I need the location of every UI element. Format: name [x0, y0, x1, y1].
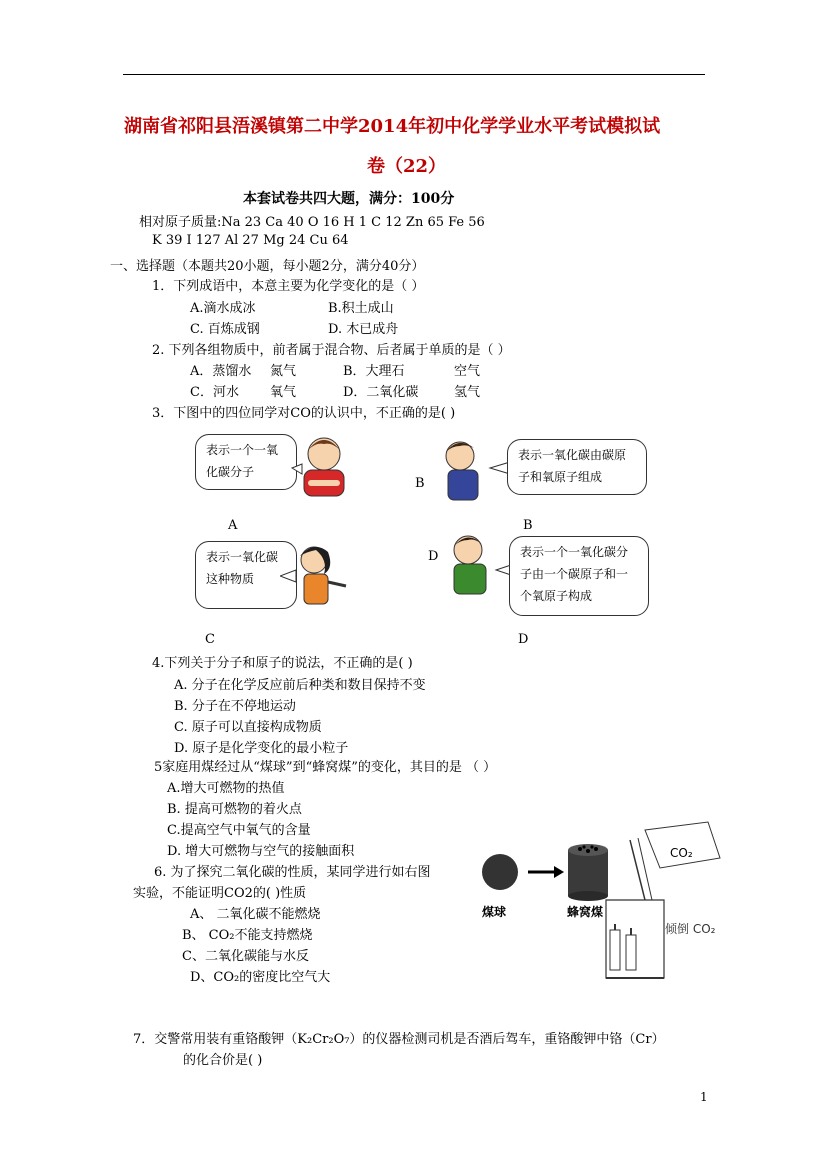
fig-label-pour: 倾倒 CO₂ — [665, 922, 716, 936]
q4-option-b: B. 分子在不停地运动 — [174, 699, 296, 714]
label-a: A — [228, 518, 238, 533]
label-c: C — [205, 632, 215, 647]
q1-option-b: B.积土成山 — [328, 301, 394, 316]
q4-option-c: C. 原子可以直接构成物质 — [174, 720, 322, 735]
speech-bubble-b — [507, 439, 647, 495]
fig-label-meiqiu: 煤球 — [482, 905, 507, 919]
bubble-c-text: 表示一氧化碳这种物质 — [206, 550, 279, 586]
fig-label-co2: CO₂ — [670, 846, 693, 860]
q6-option-c: C、二氧化碳能与水反 — [182, 949, 309, 964]
header-rule — [123, 74, 705, 75]
q6-option-a: A、 二氧化碳不能燃烧 — [190, 907, 321, 922]
bubble-b-text: 表示一氧化碳由碳原子和氧原子组成 — [518, 448, 627, 484]
label-d: D — [518, 632, 529, 647]
student-a-figure — [280, 428, 355, 500]
page-number: 1 — [700, 1090, 708, 1104]
q4-option-d: D. 原子是化学变化的最小粒子 — [174, 741, 349, 756]
bubble-d-text: 表示一个一氧化碳分子由一个碳原子和一个氧原子构成 — [520, 545, 629, 603]
subtitle: 本套试卷共四大题，满分：100分 — [243, 191, 455, 207]
q7-stem-2: 的化合价是( ) — [183, 1053, 263, 1068]
speech-bubble-d — [509, 536, 649, 616]
student-c-figure — [280, 538, 355, 610]
q5-option-d: D. 增大可燃物与空气的接触面积 — [167, 844, 355, 859]
q5-option-c: C.提高空气中氧气的含量 — [167, 823, 311, 838]
section-heading: 一、选择题（本题共20小题，每小题2分，满分40分） — [110, 259, 425, 274]
q2-option-c-2: 氧气 — [270, 385, 297, 400]
q2-option-a-2: 氮气 — [270, 364, 297, 379]
q5-option-b: B. 提高可燃物的着火点 — [167, 802, 302, 817]
q2-option-d: D．二氧化碳 — [343, 385, 419, 400]
q1-option-c: C. 百炼成钢 — [190, 322, 260, 337]
q1-option-d: D. 木已成舟 — [328, 322, 399, 337]
label-d-left: D — [428, 549, 439, 564]
student-b-figure — [430, 432, 510, 502]
q2-stem: 2. 下列各组物质中，前者属于混合物、后者属于单质的是（ ） — [152, 343, 511, 358]
q5-option-a: A.增大可燃物的热值 — [167, 781, 285, 796]
q1-stem: 1．下列成语中，本意主要为化学变化的是（ ） — [152, 279, 425, 294]
q5-stem: 5家庭用煤经过从“煤球”到“蜂窝煤”的变化，其目的是 （ ） — [154, 760, 497, 775]
q2-option-d-2: 氢气 — [454, 385, 481, 400]
fig-label-fengwo: 蜂窝煤 — [567, 905, 604, 919]
q4-stem: 4.下列关于分子和原子的说法，不正确的是( ) — [152, 656, 413, 671]
q6-stem-1: 6. 为了探究二氧化碳的性质，某同学进行如右图 — [154, 865, 431, 880]
q1-option-a: A.滴水成冰 — [190, 301, 256, 316]
label-b: B — [523, 518, 533, 533]
q6-stem-2: 实验，不能证明CO2的( )性质 — [133, 886, 307, 901]
q6-option-d: D、CO₂的密度比空气大 — [190, 970, 331, 985]
q3-stem: 3．下图中的四位同学对CO的认识中，不正确的是( ) — [152, 406, 456, 421]
title-line-2: 卷（22） — [367, 156, 447, 177]
label-b-left: B — [415, 476, 425, 491]
atomic-mass-line-1: 相对原子质量:Na 23 Ca 40 O 16 H 1 C 12 Zn 65 Fe 56 — [139, 215, 485, 230]
q2-option-a: A．蒸馏水 — [190, 364, 252, 379]
bubble-a-text: 表示一个一氧化碳分子 — [206, 443, 279, 479]
q6-option-b: B、 CO₂不能支持燃烧 — [182, 928, 313, 943]
atomic-mass-line-2: K 39 I 127 Al 27 Mg 24 Cu 64 — [152, 233, 349, 248]
q7-stem-1: 7．交警常用装有重铬酸钾（K₂Cr₂O₇）的仪器检测司机是否酒后驾车，重铬酸钾中铬（Cr） — [133, 1032, 665, 1047]
q2-option-b-2: 空气 — [454, 364, 481, 379]
q2-option-b: B．大理石 — [343, 364, 405, 379]
q2-option-c: C．河水 — [190, 385, 239, 400]
title-line-1: 湖南省祁阳县浯溪镇第二中学2014年初中化学学业水平考试模拟试 — [124, 116, 661, 137]
student-d-figure — [440, 528, 515, 596]
q4-option-a: A. 分子在化学反应前后种类和数目保持不变 — [174, 678, 426, 693]
